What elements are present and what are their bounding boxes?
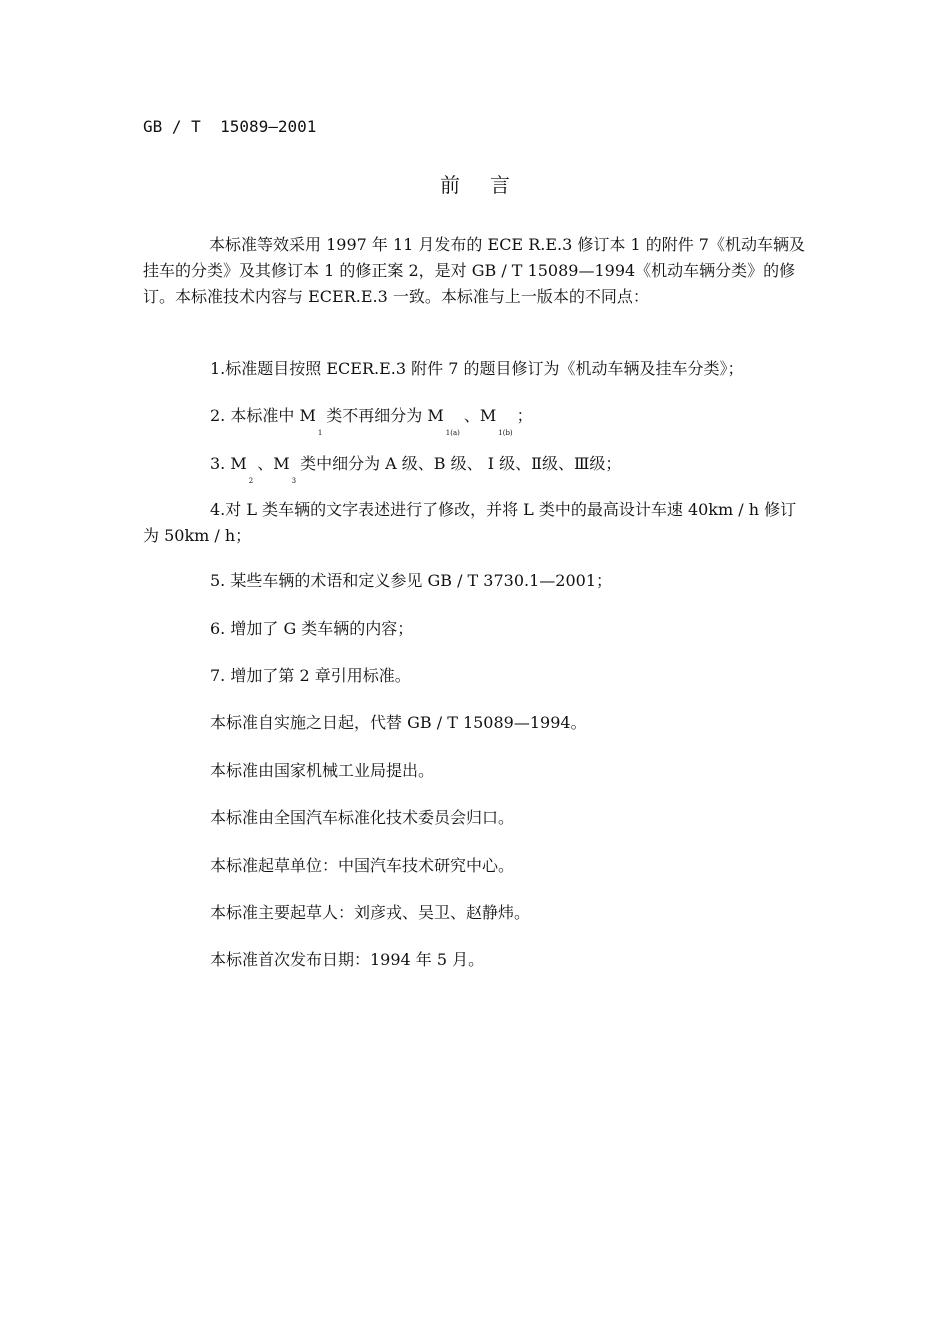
list-item-3 xyxy=(210,451,812,485)
subscript-m3: 3 xyxy=(291,477,297,485)
subscript-m1a: 1(a) xyxy=(445,429,460,437)
item-3-text-c: 类中细分为 A 级、B 级、 Ⅰ 级、Ⅱ级、Ⅲ级； xyxy=(300,454,622,473)
list-item-1: 1.标准题目按照 ECER.E.3 附件 7 的题目修订为《机动车辆及挂车分类》； xyxy=(210,359,744,378)
item-2-text-a: 2. 本标准中 M xyxy=(210,406,316,425)
note-replacement: 本标准自实施之日起，代替 GB / T 15089—1994。 xyxy=(210,713,587,732)
note-first-release: 本标准首次发布日期：1994 年 5 月。 xyxy=(210,950,485,969)
item-2-text-c: 、M xyxy=(463,406,497,425)
note-proposer: 本标准由国家机械工业局提出。 xyxy=(210,761,435,780)
list-item-7: 7. 增加了第 2 章引用标准。 xyxy=(210,666,411,685)
item-2-text-d: ； xyxy=(516,406,533,425)
intro-paragraph: 本标准等效采用 1997 年 11 月发布的 ECE R.E.3 修订本 1 的附件 7《机动车辆及挂车的分类》及其修订本 1 的修正案 2，是对 GB / T 15089—1994《机动车辆分类》的修订。本标准技术内容与 ECER.E.3 一致。本标准与上一版本的不同点： xyxy=(143,235,805,306)
note-centralized: 本标准由全国汽车标准化技术委员会归口。 xyxy=(210,808,515,827)
standard-code: GB / T 15089—2001 xyxy=(143,117,317,136)
subscript-m1b: 1(b) xyxy=(498,429,513,437)
item-2-text-b: 类不再细分为 M xyxy=(326,406,444,425)
note-drafters: 本标准主要起草人：刘彦戎、吴卫、赵静炜。 xyxy=(210,903,531,922)
list-item-5: 5. 某些车辆的术语和定义参见 GB / T 3730.1—2001； xyxy=(210,571,613,590)
list-item-4: 4.对 L 类车辆的文字表述进行了修改，并将 L 类中的最高设计车速 40km / h 修订为 50km / h； xyxy=(143,500,797,545)
list-item-6: 6. 增加了 G 类车辆的内容； xyxy=(210,619,414,638)
subscript-m2: 2 xyxy=(248,477,254,485)
page-title: 前言 xyxy=(440,173,540,197)
item-3-text-a: 3. M xyxy=(210,454,247,473)
subscript-m1: 1 xyxy=(317,429,323,437)
list-item-2 xyxy=(210,403,812,437)
note-drafting-unit: 本标准起草单位：中国汽车技术研究中心。 xyxy=(210,856,515,875)
item-3-text-b: 、M xyxy=(257,454,290,473)
